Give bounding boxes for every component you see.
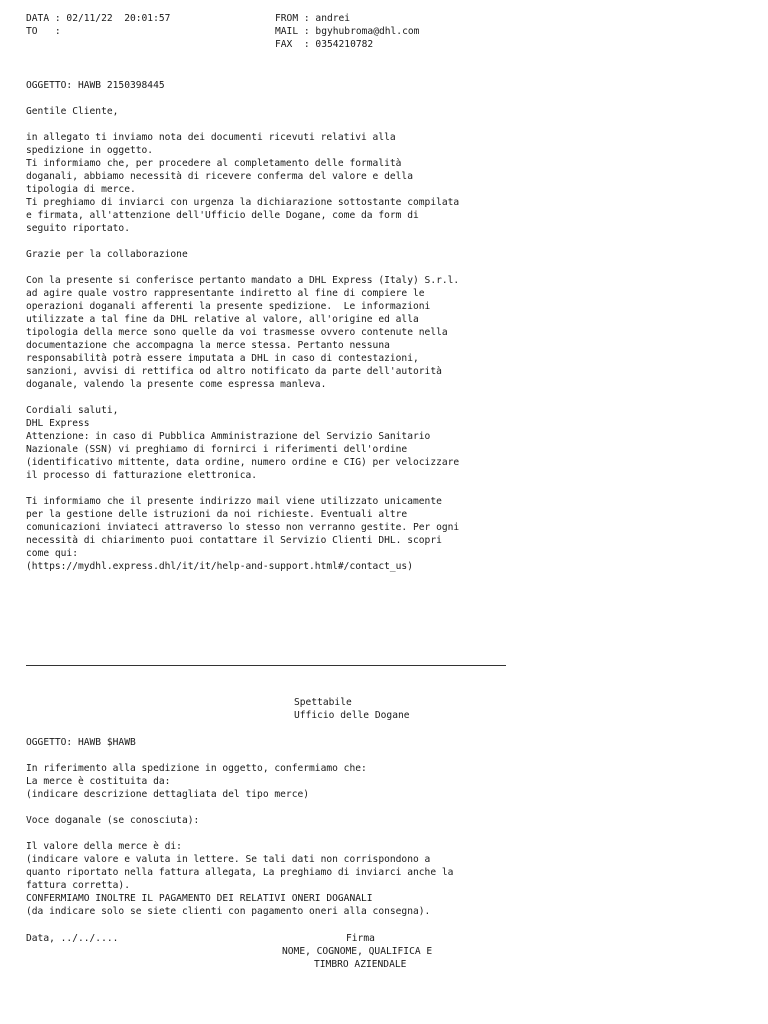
fax-header-right: [275, 12, 419, 51]
form-recipient: Spettabile Ufficio delle Dogane: [294, 697, 410, 721]
form-subject: OGGETTO: HAWB $HAWB: [26, 737, 136, 748]
signature-name-line: NOME, COGNOME, QUALIFICA E: [282, 946, 433, 957]
header-to-line: TO :: [26, 26, 61, 37]
form-body: In riferimento alla spedizione in oggetto, confermiamo che: La merce è costituita da: (indicare descrizione dettagliata del tipo merce) Voce doganale (se conosciuta): Il valore della merce è di: (indicare valore e valuta in lettere. Se tali dati non corrispondono a quanto riportato nella fattura allegata, La preghiamo di inviarci anche la fattura corretta). CONFERMIAMO INOLTRE IL PAGAMENTO DEI RELATIVI ONERI DOGANALI (da indicare solo se siete clienti con pagamento oneri alla consegna).: [26, 763, 454, 917]
fax-header-left: [26, 12, 170, 38]
section-divider: [26, 665, 506, 666]
signature-label: Firma: [346, 933, 375, 944]
form-date-label: Data, ../../....: [26, 933, 119, 944]
header-mail-line: MAIL : bgyhubroma@dhl.com: [275, 26, 420, 37]
header-fax-line: FAX : 0354210782: [275, 39, 374, 50]
header-date-line: DATA : 02/11/22 20:01:57: [26, 13, 171, 24]
letter-subject: OGGETTO: HAWB 2150398445: [26, 80, 165, 91]
letter-body: Gentile Cliente, in allegato ti inviamo nota dei documenti ricevuti relativi alla spedizione in oggetto. Ti informiamo che, per procedere al completamento delle formalità doganali, abbiamo necessità di ricevere conferma del valore e della tipologia di merce. Ti preghiamo di inviarci con urgenza la dichiarazione sottostante compilata e firmata, all'attenzione dell'Ufficio delle Dogane, come da form di seguito riportato. Grazie per la collaborazione Con la presente si conferisce pertanto mandato a DHL Express (Italy) S.r.l. ad agire quale vostro rappresentante indiretto al fine di compiere le operazioni doganali afferenti la presente spedizione. Le informazioni utilizzate a tal fine da DHL relative al valore, all'origine ed alla tipologia della merce sono quelle da voi trasmesse ovvero contenute nella documentazione che accompagna la merce stessa. Pertanto nessuna responsabilità potrà essere imputata a DHL in caso di contestazioni, sanzioni, avvisi di rettifica od altro notificato da parte dell'autorità doganale, valendo la presente come espressa manleva. Cordiali saluti, DHL Express Attenzione: in caso di Pubblica Amministrazione del Servizio Sanitario Nazionale (SSN) vi preghiamo di fornirci i riferimenti dell'ordine (identificativo mittente, data ordine, numero ordine e CIG) per velocizzare il processo di fatturazione elettronica. Ti informiamo che il presente indirizzo mail viene utilizzato unicamente per la gestione delle istruzioni da noi richieste. Eventuali altre comunicazioni inviateci attraverso lo stesso non verranno gestite. Per ogni necessità di chiarimento puoi contattare il Servizio Clienti DHL. scopri come qui: (https://mydhl.express.dhl/it/it/help-and-support.html#/contact_us): [26, 106, 460, 572]
signature-stamp-line: TIMBRO AZIENDALE: [314, 959, 407, 970]
header-from-line: FROM : andrei: [275, 13, 351, 24]
